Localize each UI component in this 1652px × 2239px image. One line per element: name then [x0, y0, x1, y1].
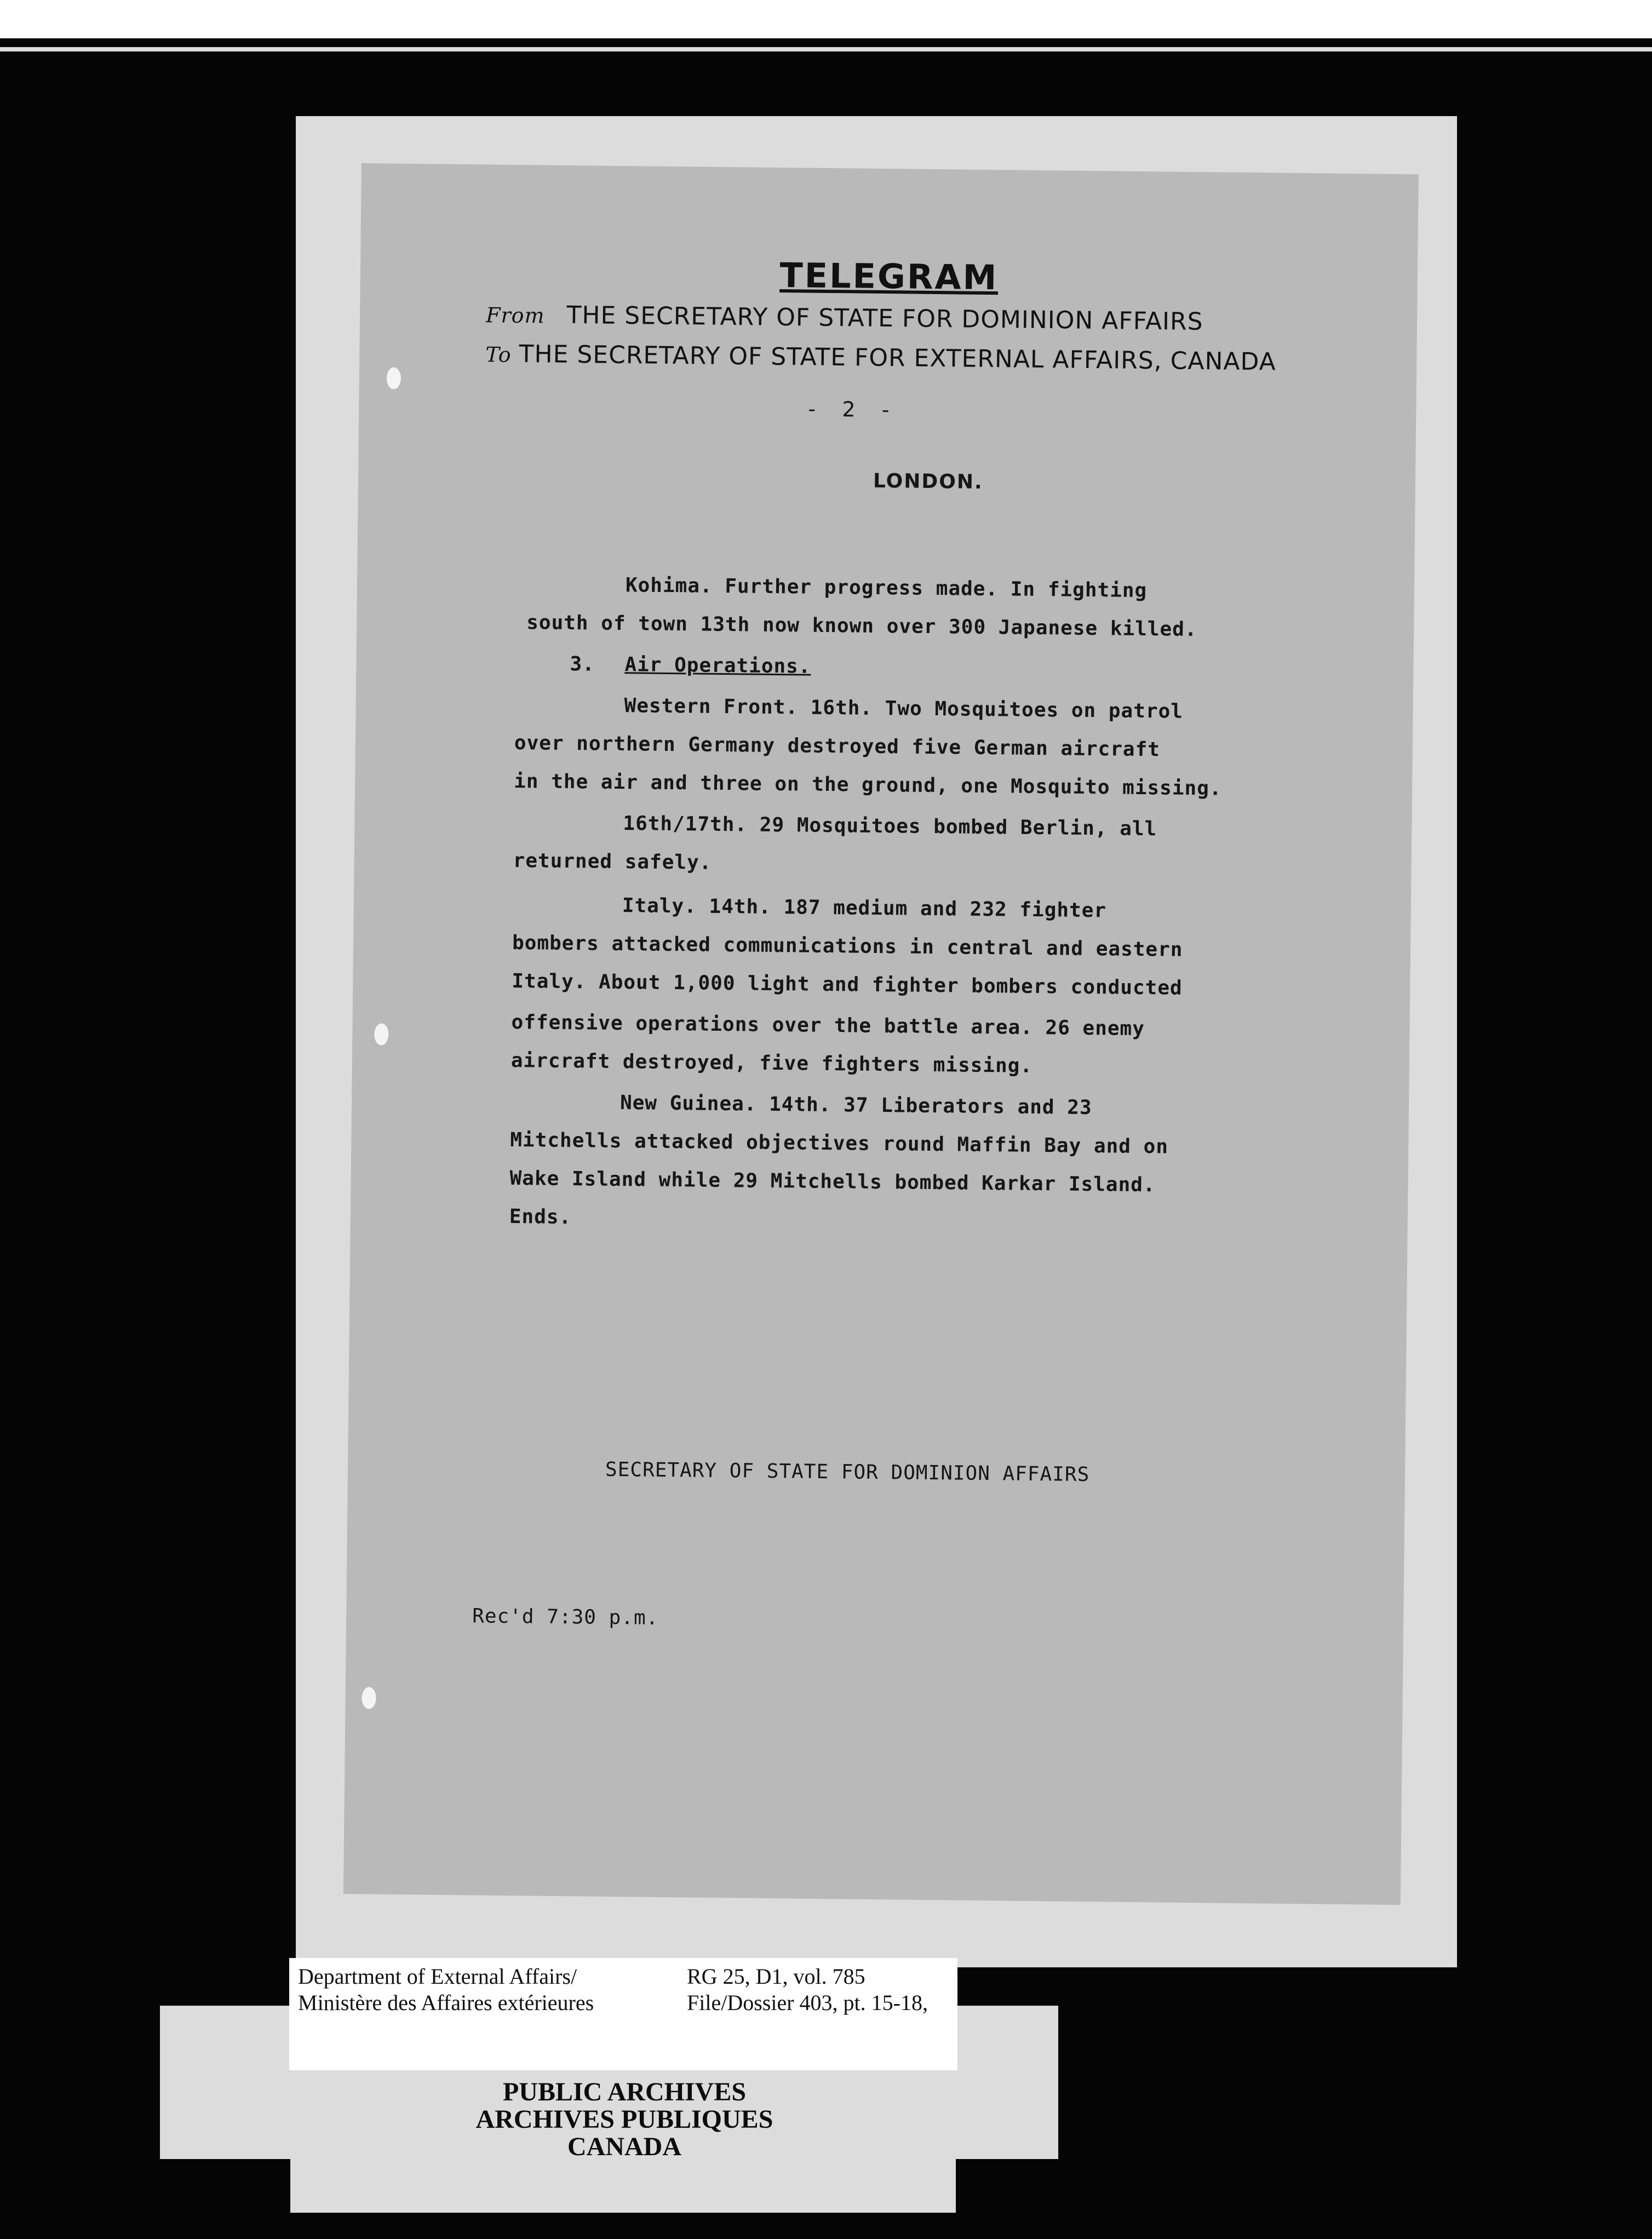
page-number: - 2 - [808, 397, 890, 422]
body-line: 16th/17th. 29 Mosquitoes bombed Berlin, all [623, 812, 1157, 841]
signature: SECRETARY OF STATE FOR DOMINION AFFAIRS [605, 1458, 1090, 1486]
punch-hole-bottom [362, 1687, 376, 1709]
file-number: File/Dossier 403, pt. 15-18, [687, 1990, 928, 2015]
stamp-line-country: CANADA [567, 2132, 681, 2161]
body-line: in the air and three on the ground, one Mosquito missing. [513, 770, 1222, 800]
body-line: New Guinea. 14th. 37 Liberators and 23 [620, 1092, 1092, 1120]
from-row [486, 300, 1203, 336]
body-line: offensive operations over the battle area. 26 enemy [511, 1011, 1145, 1041]
from-value: THE SECRETARY OF STATE FOR DOMINION AFFAIRS [566, 301, 1203, 336]
to-label: To [485, 342, 512, 367]
punch-hole-middle [374, 1023, 388, 1045]
body-line: Wake Island while 29 Mitchells bombed Karkar Island. [509, 1167, 1156, 1197]
from-label: From [485, 303, 545, 328]
body-line: bombers attacked communications in central and eastern [512, 931, 1183, 961]
archive-stamp-board-lower [290, 2158, 956, 2213]
department-en: Department of External Affairs/ [298, 1964, 577, 1989]
section-heading: Air Operations. [624, 653, 811, 678]
received-time: Rec'd 7:30 p.m. [472, 1605, 659, 1629]
place-of-origin: LONDON. [873, 469, 983, 493]
archive-reference-label [289, 1958, 957, 2070]
body-line: Mitchells attacked objectives round Maffin Bay and on [510, 1128, 1169, 1158]
body-line: aircraft destroyed, five fighters missing. [510, 1049, 1033, 1077]
body-line: south of town 13th now known over 300 Japanese killed. [526, 611, 1197, 641]
punch-hole-top [387, 368, 401, 389]
body-line: over northern Germany destroyed five German aircraft [514, 731, 1161, 761]
telegram-sheet [343, 163, 1419, 1905]
to-row [485, 340, 1276, 376]
body-line: Western Front. 16th. Two Mosquitoes on patrol [624, 694, 1184, 723]
section-number: 3. [570, 653, 595, 676]
body-line: Kohima. Further progress made. In fighting [625, 574, 1148, 602]
telegram-title: TELEGRAM [779, 255, 999, 298]
department-fr: Ministère des Affaires extérieures [298, 1990, 594, 2015]
file-reference [687, 1964, 928, 2016]
archive-stamp [394, 2079, 854, 2161]
body-line: Italy. About 1,000 light and fighter bombers conducted [512, 969, 1183, 1000]
department-names [298, 1964, 594, 2016]
stamp-line-fr: ARCHIVES PUBLIQUES [475, 2105, 773, 2134]
body-line: Italy. 14th. 187 medium and 232 fighter [622, 894, 1107, 922]
stamp-line-en: PUBLIC ARCHIVES [502, 2077, 747, 2106]
to-value: THE SECRETARY OF STATE FOR EXTERNAL AFFAIRS, CANADA [519, 340, 1276, 376]
top-film-rule [0, 47, 1652, 51]
body-line: returned safely. [513, 849, 712, 874]
top-film-strip [0, 0, 1652, 38]
record-group: RG 25, D1, vol. 785 [687, 1964, 865, 1989]
body-line: Ends. [509, 1205, 572, 1229]
